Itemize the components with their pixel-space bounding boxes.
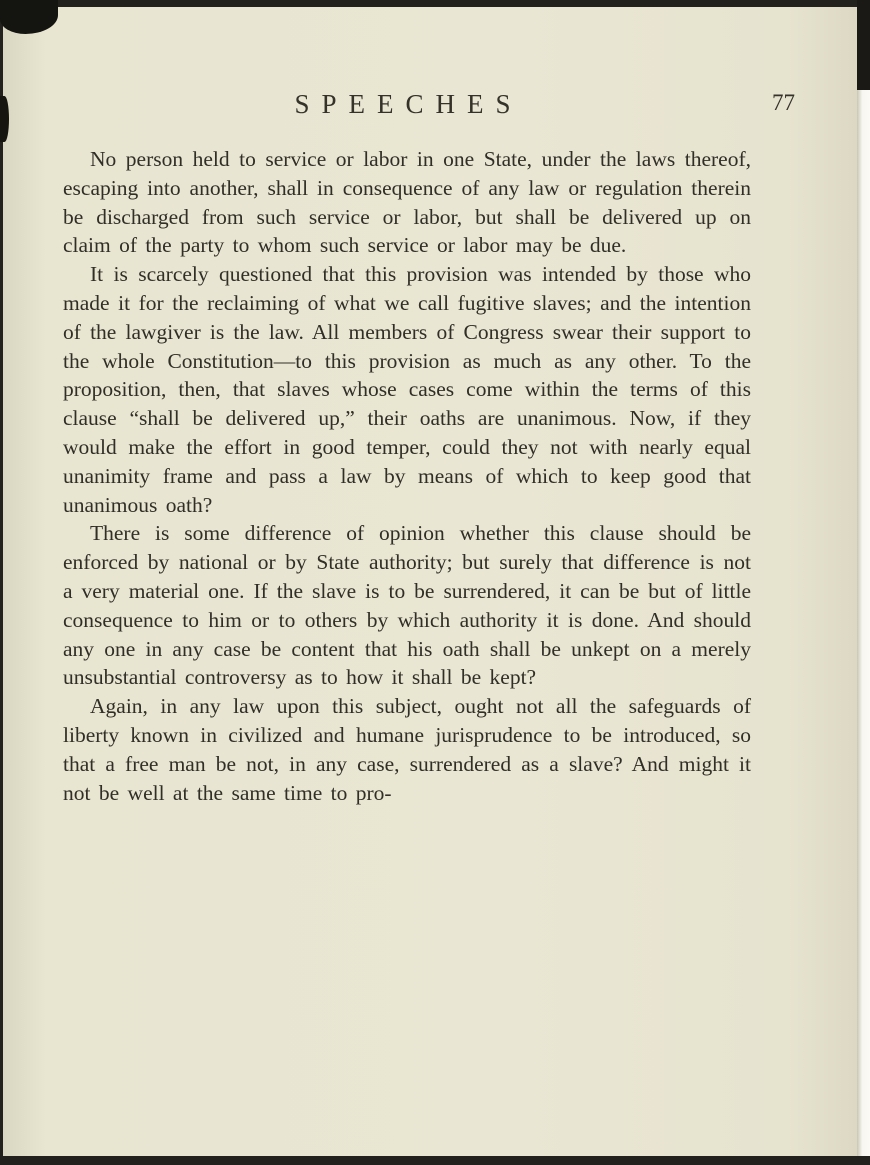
paragraph-safeguards-of-liberty: Again, in any law upon this subject, ought not all the safeguards of liberty known in civilized and humane jurisprudence to be introduced, so that a free man be not, in any case, surrendered as a slave? And might it not be well at the same time to pro- [63, 694, 751, 805]
page-paper [3, 7, 857, 1156]
paragraph-difference-of-opinion: There is some difference of opinion whether this clause should be enforced by national or by State authority; but surely that difference is not a very material one. If the slave is to be surrendered, it can be but of little consequence to him or to others by which authority it is done. And should any one in any case be content that his oath shall be unkept on a merely unsubstantial controversy as to how it shall be kept? [63, 521, 751, 690]
page-body [63, 145, 751, 807]
scan-blemish-left-edge [0, 96, 9, 142]
scan-edge-top-right [857, 0, 870, 90]
paragraph-constitution-clause: No person held to service or labor in one State, under the laws thereof, escaping into another, shall in consequence of any law or regulation therein be discharged from such service or labor, but shall be delivered up on claim of the party to whom such service or labor may be due. [63, 147, 751, 258]
page-title: SPEECHES [294, 89, 523, 119]
page-header [3, 89, 857, 129]
scan-edge-next-page-strip [857, 88, 870, 1156]
paragraph-fugitive-slaves: It is scarcely questioned that this provision was intended by those who made it for the reclaiming of what we call fugitive slaves; and the intention of the lawgiver is the law. All members of Congress swear their support to the whole Constitution—to this provision as much as any other. To the proposition, then, that slaves whose cases come within the terms of this clause “shall be delivered up,” their oaths are unanimous. Now, if they would make the effort in good temper, could they not with nearly equal unanimity frame and pass a law by means of which to keep good that unanimous oath? [63, 262, 751, 517]
page-number: 77 [772, 90, 795, 115]
